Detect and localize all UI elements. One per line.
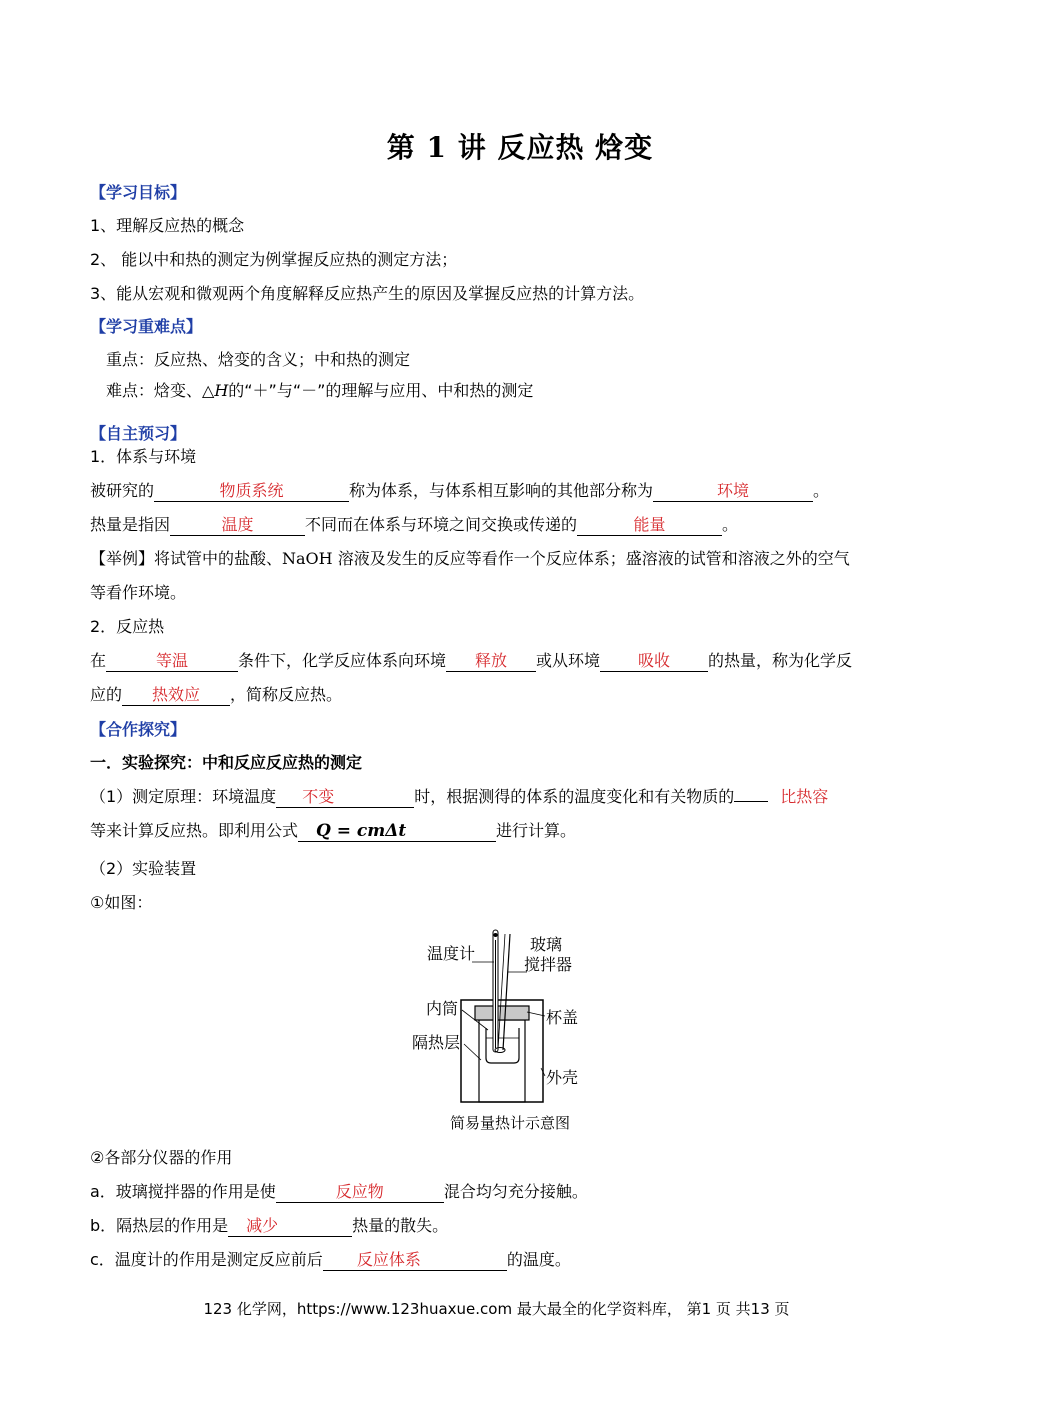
formula-blank: Q = cmΔt — [298, 821, 496, 842]
text: 或从环境 — [536, 651, 601, 670]
thermometer-top — [494, 933, 498, 937]
label-insulation: 隔热层 — [412, 1033, 461, 1052]
answer-blank: 反应物 — [276, 1182, 444, 1203]
goal-1: 1、理解反应热的概念 — [90, 216, 245, 235]
example-line-1 — [90, 548, 850, 570]
text: 等来计算反应热。即利用公式 — [90, 821, 299, 840]
page-title: 第 1 讲 反应热 焓变 — [386, 131, 654, 164]
goal-3: 3、能从宏观和微观两个角度解释反应热产生的原因及掌握反应热的计算方法。 — [90, 284, 645, 303]
function-c — [90, 1249, 571, 1271]
text: b．隔热层的作用是 — [90, 1216, 229, 1235]
lid-shape — [475, 1006, 529, 1020]
page-footer: 123 化学网，https://www.123huaxue.com 最大最全的化学资料库， 第1 页 共13 页 — [203, 1300, 790, 1318]
answer-blank: 反应体系 — [323, 1250, 507, 1271]
naoh-text: NaOH — [282, 549, 333, 568]
answer-blank: 物质系统 — [154, 481, 349, 502]
calorimeter-diagram — [412, 928, 600, 1108]
section-key-points: 【学习重难点】 — [90, 317, 203, 336]
text: 。 — [813, 481, 830, 500]
text: 。 — [722, 515, 739, 534]
label-shell: 外壳 — [546, 1068, 579, 1087]
text: 的热量，称为化学反 — [708, 651, 853, 670]
section-goals: 【学习目标】 — [90, 183, 187, 202]
key-focus: 重点：反应热、焓变的含义；中和热的测定 — [106, 350, 411, 369]
explore-p1 — [90, 786, 828, 808]
explore-heading-3: ②各部分仪器的作用 — [90, 1148, 233, 1167]
answer-text: 比热容 — [780, 787, 829, 806]
label-glass-2: 搅拌器 — [524, 955, 573, 974]
blank-line — [734, 801, 768, 802]
goal-2: 2、 能以中和热的测定为例掌握反应热的测定方法； — [90, 250, 458, 269]
answer-blank: 不变 — [276, 787, 414, 808]
preview-p1 — [90, 480, 829, 502]
text: 应的 — [90, 685, 123, 704]
answer-blank: 等温 — [106, 651, 238, 672]
key-difficulty — [106, 380, 533, 402]
label-lid: 杯盖 — [546, 1008, 579, 1027]
text: 热量是指因 — [90, 515, 171, 534]
text: （1）测定原理：环境温度 — [90, 787, 277, 806]
text: ，简称反应热。 — [230, 685, 343, 704]
text: 混合均匀充分接触。 — [443, 1182, 588, 1201]
inner-cup-shape — [486, 1028, 519, 1063]
section-explore: 【合作探究】 — [90, 720, 187, 739]
explore-p2 — [90, 820, 576, 842]
text: 被研究的 — [90, 481, 155, 500]
preview-heading-2: 2．反应热 — [90, 617, 165, 636]
function-b — [90, 1215, 448, 1237]
text: 【举例】将试管中的盐酸、 — [90, 549, 283, 568]
figure-intro: ①如图： — [90, 893, 153, 912]
text: c．温度计的作用是测定反应前后 — [90, 1250, 323, 1269]
label-inner-cup: 内筒 — [426, 999, 459, 1018]
preview-p2 — [90, 514, 738, 536]
section-preview: 【自主预习】 — [90, 424, 187, 443]
answer-blank: 释放 — [446, 651, 536, 672]
text: 不同而在体系与环境之间交换或传递的 — [305, 515, 578, 534]
text: 溶液及发生的反应等看作一个反应体系；盛溶液的试管和溶液之外的空气 — [332, 549, 850, 568]
preview-p4 — [90, 684, 342, 706]
text: a．玻璃搅拌器的作用是使 — [90, 1182, 276, 1201]
answer-blank: 温度 — [170, 515, 305, 536]
answer-blank: 热效应 — [122, 685, 230, 706]
figure-caption: 简易量热计示意图 — [449, 1114, 570, 1132]
text: 称为体系，与体系相互影响的其他部分称为 — [349, 481, 654, 500]
answer-blank: 环境 — [653, 481, 813, 502]
key-difficulty-h: H — [214, 381, 229, 400]
label-glass-1: 玻璃 — [530, 935, 563, 954]
text: 热量的散失。 — [352, 1216, 449, 1235]
text: 的温度。 — [506, 1250, 571, 1269]
explore-heading-2: （2）实验装置 — [90, 859, 197, 878]
answer-blank: 能量 — [577, 515, 722, 536]
text: 时，根据测得的体系的温度变化和有关物质的 — [414, 787, 735, 806]
preview-p3 — [90, 650, 852, 672]
text: 条件下，化学反应体系向环境 — [238, 651, 447, 670]
text: 进行计算。 — [496, 821, 577, 840]
preview-heading-1: 1．体系与环境 — [90, 447, 197, 466]
key-difficulty-pre: 难点：焓变、△ — [106, 381, 215, 400]
explore-heading-1: 一．实验探究：中和反应反应热的测定 — [90, 753, 363, 772]
key-difficulty-post: 的“＋”与“－”的理解与应用、中和热的测定 — [228, 381, 534, 400]
function-a — [90, 1181, 588, 1203]
label-thermometer: 温度计 — [427, 944, 476, 963]
example-line-2: 等看作环境。 — [90, 583, 187, 602]
answer-blank: 减少 — [228, 1216, 352, 1237]
text: 在 — [90, 651, 107, 670]
answer-blank: 吸收 — [600, 651, 708, 672]
